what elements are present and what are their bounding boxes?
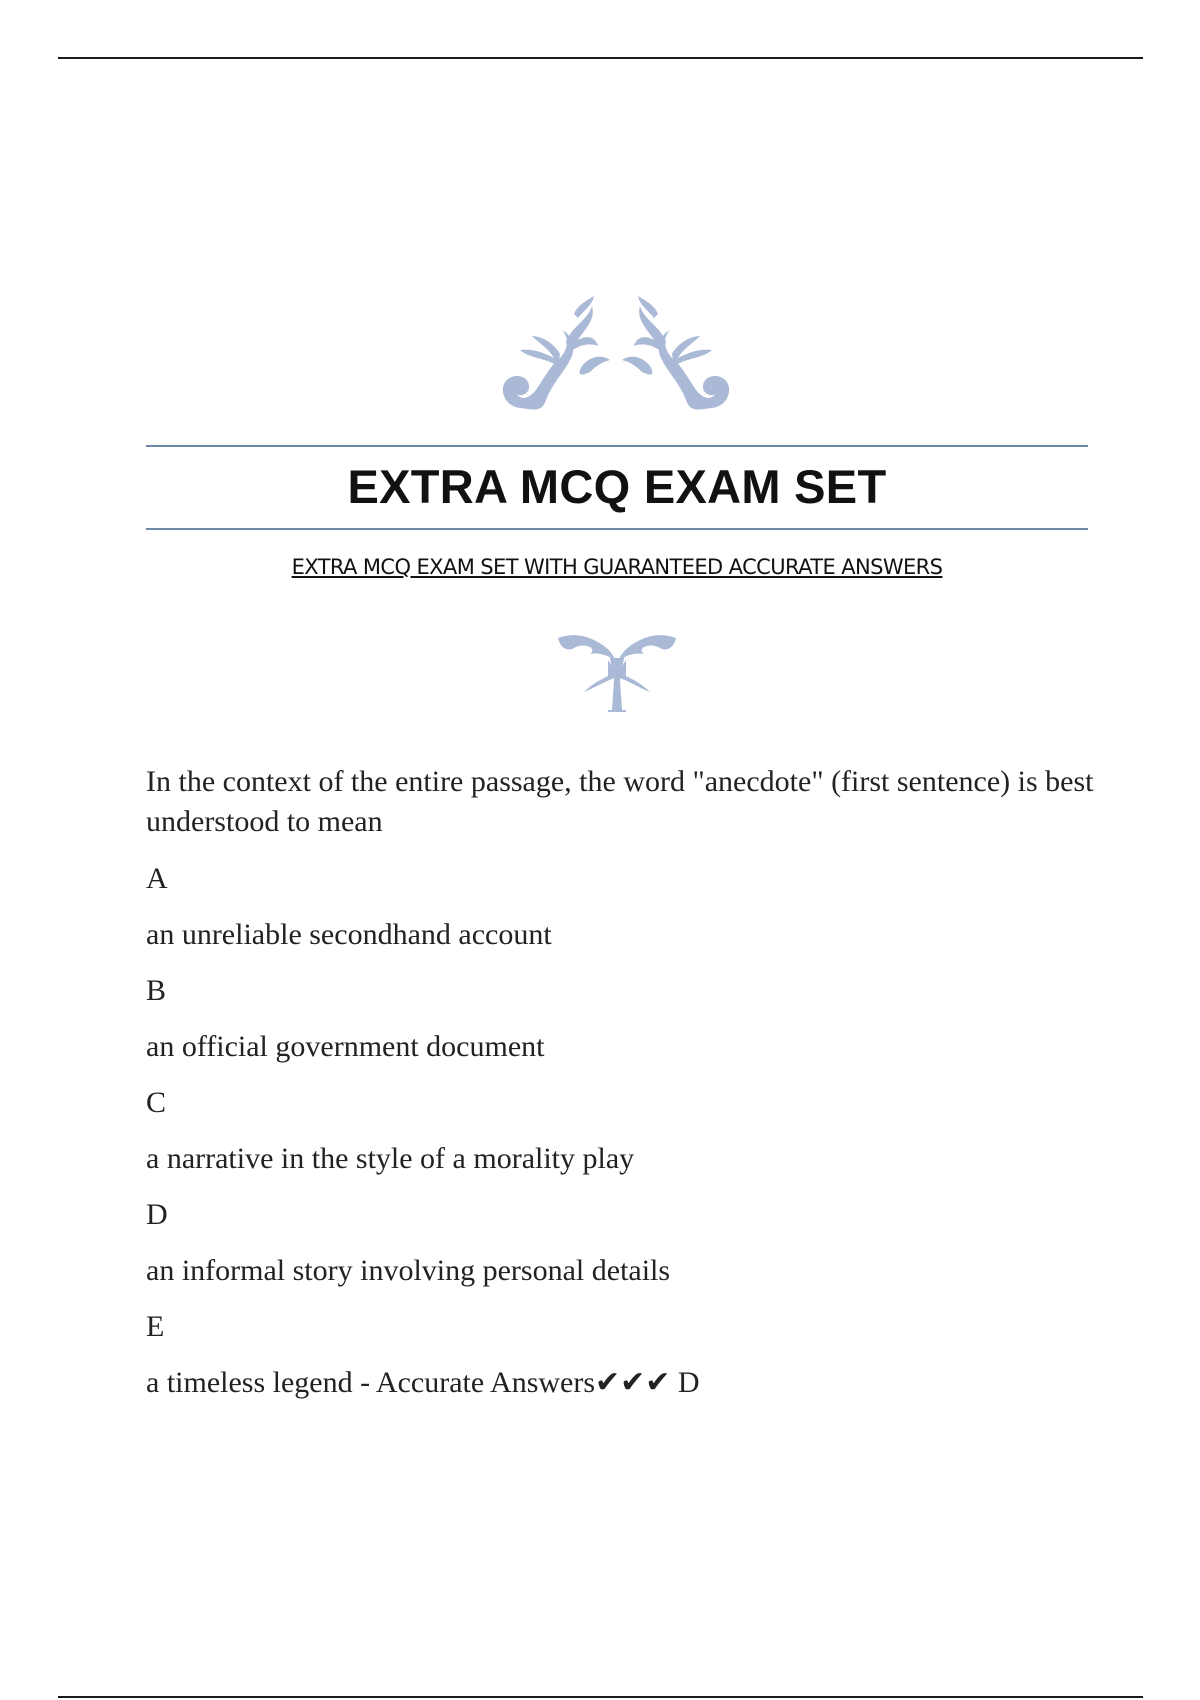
option-text-e-with-answer: a timeless legend - Accurate Answers✔✔✔ D: [146, 1366, 700, 1399]
fleuron-ornament-icon: [554, 630, 680, 712]
option-letter-b: B: [146, 974, 167, 1007]
option-letter-e: E: [146, 1310, 165, 1343]
document-title: EXTRA MCQ EXAM SET: [347, 460, 887, 513]
option-letter-a: A: [146, 862, 168, 895]
page-bottom-rule: [58, 1696, 1143, 1698]
question-text: In the context of the entire passage, the word "anecdote" (first sentence) is best understood to mean: [146, 765, 1094, 838]
option-text-a: an unreliable secondhand account: [146, 918, 552, 951]
floral-ornament-icon: [498, 296, 734, 426]
question-block: [146, 762, 1096, 1403]
title-bottom-rule: [146, 528, 1088, 530]
page-top-rule: [58, 57, 1143, 59]
option-text-c: a narrative in the style of a morality play: [146, 1142, 635, 1175]
title-top-rule: [146, 445, 1088, 447]
option-text-b: an official government document: [146, 1030, 545, 1063]
option-letter-d: D: [146, 1198, 168, 1231]
option-letter-c: C: [146, 1086, 167, 1119]
option-text-d: an informal story involving personal details: [146, 1254, 671, 1287]
document-subtitle: EXTRA MCQ EXAM SET WITH GUARANTEED ACCURATE ANSWERS: [291, 555, 943, 579]
